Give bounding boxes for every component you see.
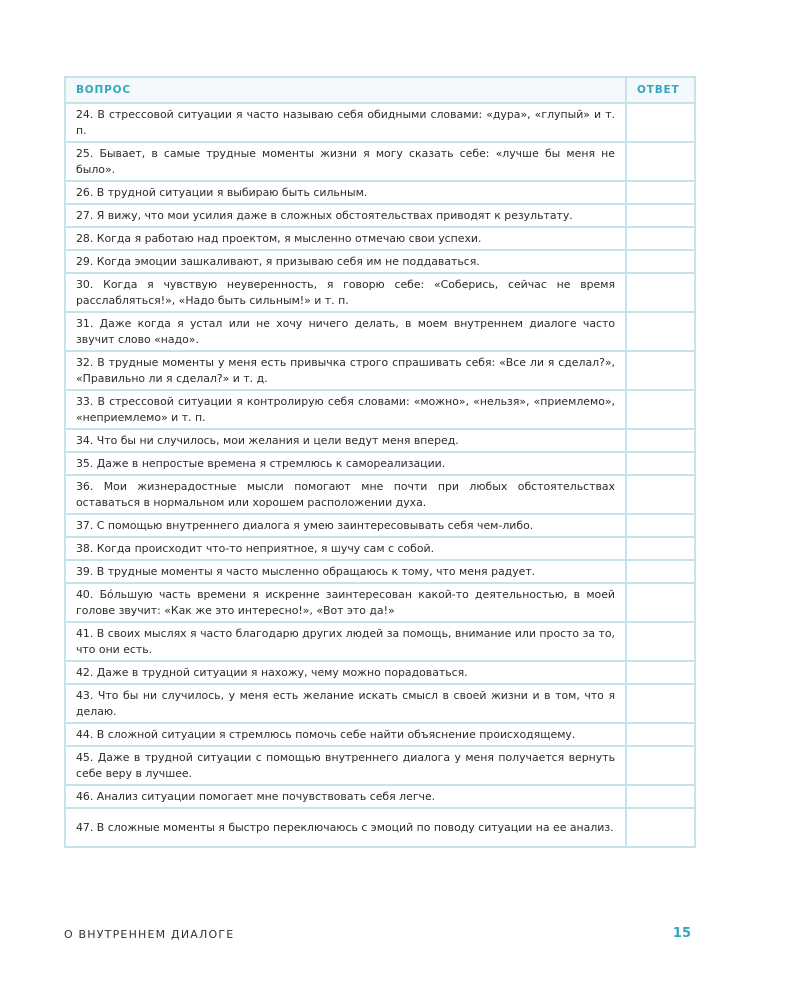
answer-cell[interactable]	[626, 746, 695, 785]
answer-cell[interactable]	[626, 204, 695, 227]
running-footer-title: О ВНУТРЕННЕМ ДИАЛОГЕ	[64, 928, 235, 941]
answer-cell[interactable]	[626, 351, 695, 390]
table-row	[65, 181, 695, 204]
question-cell: 35. Даже в непростые времена я стремлюсь к самореализации.	[65, 452, 626, 475]
question-cell: 32. В трудные моменты у меня есть привычка строго спрашивать себя: «Все ли я сделал?», «Правильно ли я сделал?» и т. д.	[65, 351, 626, 390]
table-row	[65, 390, 695, 429]
table-row	[65, 204, 695, 227]
answer-cell[interactable]	[626, 181, 695, 204]
answer-cell[interactable]	[626, 452, 695, 475]
question-cell: 31. Даже когда я устал или не хочу ничего делать, в моем внутреннем диалоге часто звучит слово «надо».	[65, 312, 626, 351]
answer-cell[interactable]	[626, 785, 695, 808]
table-row	[65, 684, 695, 723]
question-column-header: ВОПРОС	[65, 77, 626, 103]
table-row	[65, 103, 695, 142]
question-cell: 33. В стрессовой ситуации я контролирую себя словами: «можно», «нельзя», «приемлемо», «неприемлемо» и т. п.	[65, 390, 626, 429]
answer-cell[interactable]	[626, 250, 695, 273]
question-cell: 46. Анализ ситуации помогает мне почувствовать себя легче.	[65, 785, 626, 808]
question-cell: 28. Когда я работаю над проектом, я мысленно отмечаю свои успехи.	[65, 227, 626, 250]
question-cell: 43. Что бы ни случилось, у меня есть желание искать смысл в своей жизни и в том, что я делаю.	[65, 684, 626, 723]
question-cell: 36. Мои жизнерадостные мысли помогают мне почти при любых обстоятельствах оставаться в нормальном или хорошем расположении духа.	[65, 475, 626, 514]
question-cell: 34. Что бы ни случилось, мои желания и цели ведут меня вперед.	[65, 429, 626, 452]
question-cell: 45. Даже в трудной ситуации с помощью внутреннего диалога у меня получается вернуть себе веру в лучшее.	[65, 746, 626, 785]
answer-cell[interactable]	[626, 273, 695, 312]
question-cell: 47. В сложные моменты я быстро переключаюсь с эмоций по поводу ситуации на ее анализ.	[65, 808, 626, 847]
table-row	[65, 273, 695, 312]
table-row	[65, 250, 695, 273]
table-row	[65, 560, 695, 583]
answer-cell[interactable]	[626, 429, 695, 452]
question-cell: 27. Я вижу, что мои усилия даже в сложных обстоятельствах приводят к результату.	[65, 204, 626, 227]
table-row	[65, 785, 695, 808]
question-cell: 37. С помощью внутреннего диалога я умею заинтересовывать себя чем-либо.	[65, 514, 626, 537]
answer-cell[interactable]	[626, 560, 695, 583]
table-row	[65, 514, 695, 537]
questionnaire-table	[64, 76, 696, 848]
table-row	[65, 142, 695, 181]
answer-cell[interactable]	[626, 723, 695, 746]
answer-cell[interactable]	[626, 390, 695, 429]
question-cell: 44. В сложной ситуации я стремлюсь помочь себе найти объяснение происходящему.	[65, 723, 626, 746]
table-row	[65, 537, 695, 560]
table-row	[65, 622, 695, 661]
answer-cell[interactable]	[626, 583, 695, 622]
page-number: 15	[672, 926, 691, 941]
question-cell: 26. В трудной ситуации я выбираю быть сильным.	[65, 181, 626, 204]
answer-cell[interactable]	[626, 475, 695, 514]
answer-cell[interactable]	[626, 142, 695, 181]
question-cell: 41. В своих мыслях я часто благодарю других людей за помощь, внимание или просто за то, что они есть.	[65, 622, 626, 661]
question-cell: 39. В трудные моменты я часто мысленно обращаюсь к тому, что меня радует.	[65, 560, 626, 583]
table-row	[65, 351, 695, 390]
table-row	[65, 746, 695, 785]
table-row	[65, 312, 695, 351]
table-row	[65, 661, 695, 684]
table-row	[65, 723, 695, 746]
table-header-row	[65, 77, 695, 103]
question-cell: 38. Когда происходит что-то неприятное, я шучу сам с собой.	[65, 537, 626, 560]
answer-cell[interactable]	[626, 537, 695, 560]
answer-cell[interactable]	[626, 622, 695, 661]
question-cell: 24. В стрессовой ситуации я часто называю себя обидными словами: «дура», «глупый» и т. п.	[65, 103, 626, 142]
answer-cell[interactable]	[626, 661, 695, 684]
table-row	[65, 808, 695, 847]
answer-cell[interactable]	[626, 312, 695, 351]
answer-cell[interactable]	[626, 684, 695, 723]
answer-cell[interactable]	[626, 103, 695, 142]
question-cell: 40. Бóльшую часть времени я искренне заинтересован какой-то деятельностью, в моей голове звучит: «Как же это интересно!», «Вот это да!»	[65, 583, 626, 622]
question-cell: 42. Даже в трудной ситуации я нахожу, чему можно порадоваться.	[65, 661, 626, 684]
table-row	[65, 429, 695, 452]
question-cell: 29. Когда эмоции зашкаливают, я призываю себя им не поддаваться.	[65, 250, 626, 273]
table-row	[65, 227, 695, 250]
table-row	[65, 583, 695, 622]
question-cell: 25. Бывает, в самые трудные моменты жизни я могу сказать себе: «лучше бы меня не было».	[65, 142, 626, 181]
answer-cell[interactable]	[626, 227, 695, 250]
answer-column-header: ОТВЕТ	[626, 77, 695, 103]
table-row	[65, 475, 695, 514]
table-row	[65, 452, 695, 475]
question-cell: 30. Когда я чувствую неуверенность, я говорю себе: «Соберись, сейчас не время расслабляться!», «Надо быть сильным!» и т. п.	[65, 273, 626, 312]
answer-cell[interactable]	[626, 514, 695, 537]
answer-cell[interactable]	[626, 808, 695, 847]
